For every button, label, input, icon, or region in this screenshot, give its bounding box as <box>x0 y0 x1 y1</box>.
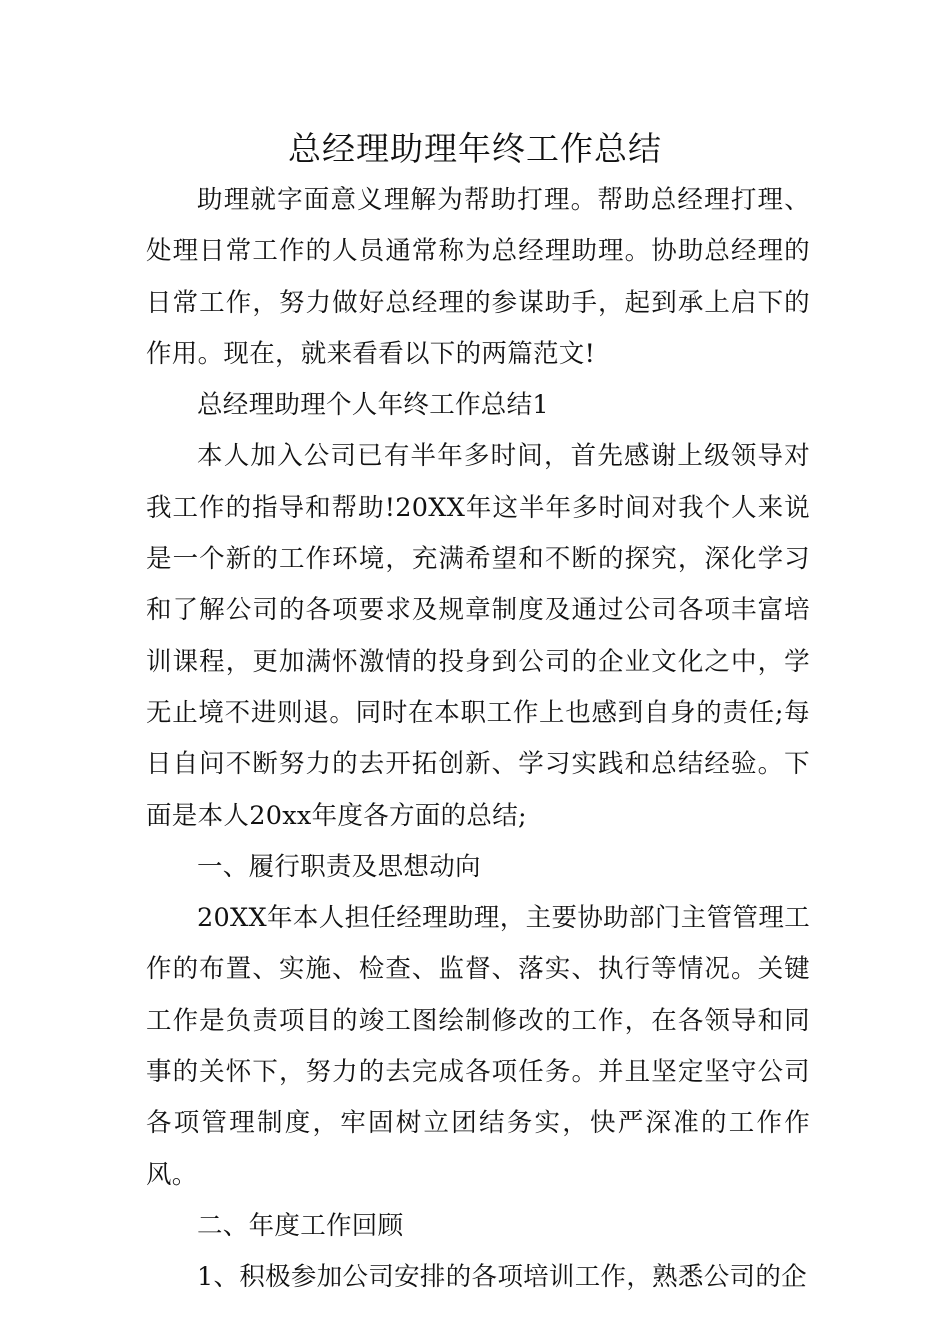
document-title: 总经理助理年终工作总结 <box>288 129 662 168</box>
section-heading-review: 二、年度工作回顾 <box>197 1210 404 1241</box>
review-item-1: 1、积极参加公司安排的各项培训工作，熟悉公司的企 <box>197 1262 807 1293</box>
document-body <box>146 175 810 1304</box>
summary-paragraph: 本人加入公司已有半年多时间，首先感谢上级领导对我工作的指导和帮助!20XX年这半年多时间对我个人来说是一个新的工作环境，充满希望和不断的探究，深化学习和了解公司的各项要求及规章制度及通过公司各项丰富培训课程，更加满怀激情的投身到公司的企业文化之中，学无止境不进则退。同时在本职工作上也感到自身的责任;每日自问不断努力的去开拓创新、学习实践和总结经验。下面是本人20xx年度各方面的总结; <box>146 441 810 831</box>
intro-paragraph: 助理就字面意义理解为帮助打理。帮助总经理打理、处理日常工作的人员通常称为总经理助理。协助总经理的日常工作，努力做好总经理的参谋助手，起到承上启下的作用。现在，就来看看以下的两篇范文! <box>146 185 810 369</box>
section-heading-duties: 一、履行职责及思想动向 <box>197 851 481 882</box>
section-heading-summary-1: 总经理助理个人年终工作总结1 <box>197 390 549 421</box>
duties-paragraph: 20XX年本人担任经理助理，主要协助部门主管管理工作的布置、实施、检查、监督、落实、执行等情况。关键工作是负责项目的竣工图绘制修改的工作，在各领导和同事的关怀下，努力的去完成各项任务。并且坚定坚守公司各项管理制度，牢固树立团结务实，快严深准的工作作风。 <box>146 903 810 1190</box>
